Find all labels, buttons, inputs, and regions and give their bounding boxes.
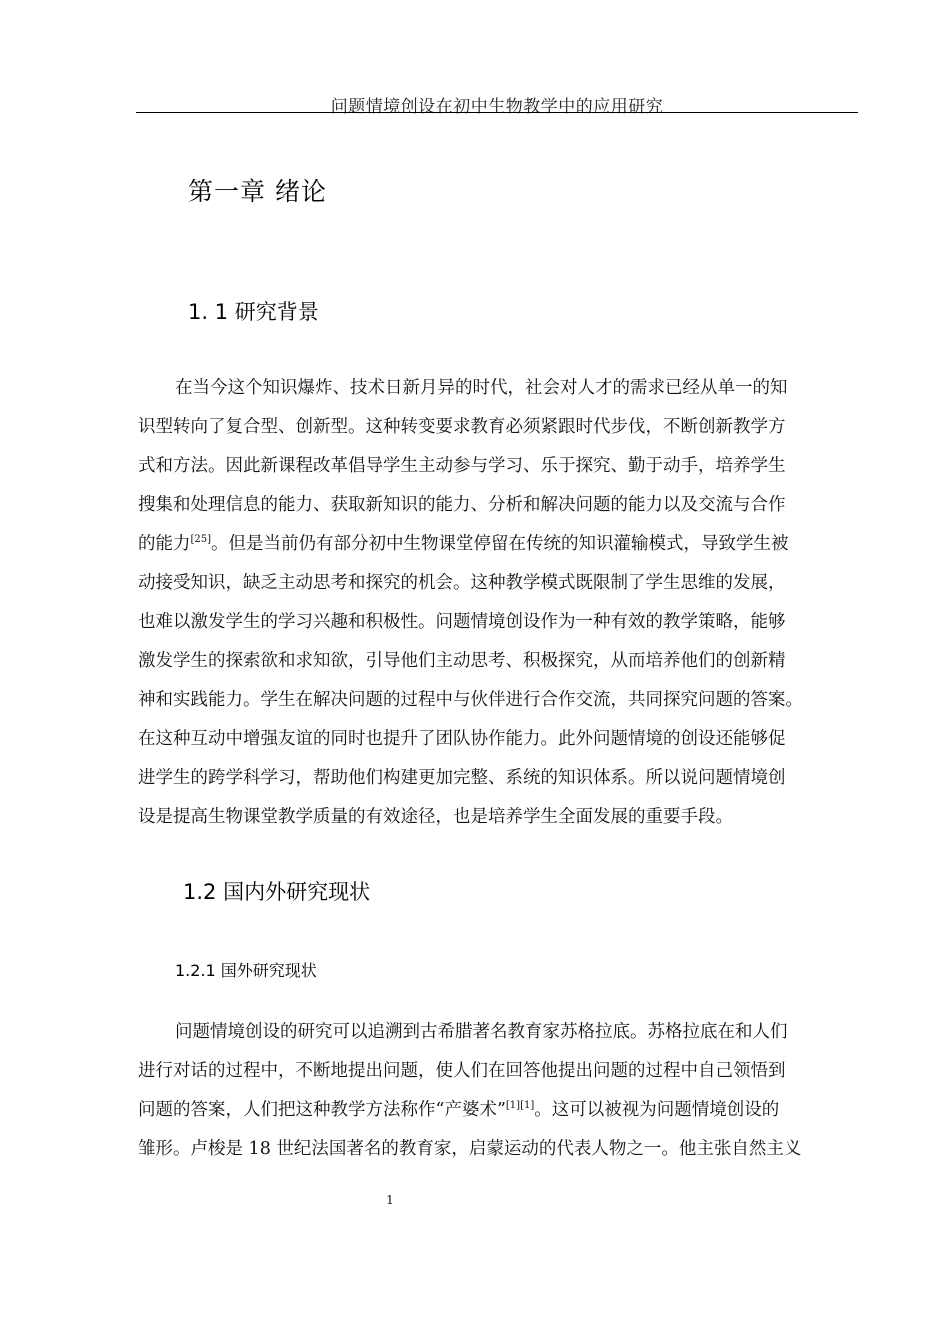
paragraph-line: 进学生的跨学科学习，帮助他们构建更加完整、系统的知识体系。所以说问题情境创 [138, 768, 786, 788]
paragraph-line: 在这种互动中增强友谊的同时也提升了团队协作能力。此外问题情境的创设还能够促 [138, 729, 786, 749]
paragraph-line: 神和实践能力。学生在解决问题的过程中与伙伴进行合作交流，共同探究问题的答案。 [138, 690, 803, 710]
paragraph-line: 识型转向了复合型、创新型。这种转变要求教育必须紧跟时代步伐，不断创新教学方 [138, 417, 786, 437]
citation: [25] [190, 534, 212, 546]
paragraph-text: 。这可以被视为问题情境创设的 [534, 1100, 780, 1120]
running-header: 问题情境创设在初中生物教学中的应用研究 [330, 97, 664, 117]
section-title-background: 1. 1 研究背景 [188, 300, 319, 324]
paragraph-line: 在当今这个知识爆炸、技术日新月异的时代，社会对人才的需求已经从单一的知 [175, 378, 788, 398]
paragraph-line: 搜集和处理信息的能力、获取新知识的能力、分析和解决问题的能力以及交流与合作 [138, 495, 786, 515]
paragraph-text: 问题的答案，人们把这种教学方法称作“产婆术” [138, 1100, 506, 1120]
paragraph-text: 。但是当前仍有部分初中生物课堂停留在传统的知识灌输模式，导致学生被 [211, 534, 789, 554]
paragraph-line: 雏形。卢梭是 18 世纪法国著名的教育家，启蒙运动的代表人物之一。他主张自然主义 [138, 1139, 802, 1159]
section-title-research-status: 1.2 国内外研究现状 [183, 880, 371, 904]
chapter-title: 第一章 绪论 [188, 177, 327, 206]
paragraph-line: 进行对话的过程中，不断地提出问题，使人们在回答他提出问题的过程中自己领悟到 [138, 1061, 786, 1081]
paragraph-text: 的能力 [138, 534, 191, 554]
paragraph-line: 激发学生的探索欲和求知欲，引导他们主动思考、积极探究，从而培养他们的创新精 [138, 651, 786, 671]
subsection-title-foreign: 1.2.1 国外研究现状 [175, 961, 317, 980]
paragraph-line: 式和方法。因此新课程改革倡导学生主动参与学习、乐于探究、勤于动手，培养学生 [138, 456, 786, 476]
paragraph-line: 动接受知识，缺乏主动思考和探究的机会。这种教学模式既限制了学生思维的发展， [138, 573, 786, 593]
citation: [1][1] [505, 1100, 535, 1112]
paragraph-foreign-research [138, 1013, 878, 1169]
paragraph-line: 问题情境创设的研究可以追溯到古希腊著名教育家苏格拉底。苏格拉底在和人们 [175, 1022, 788, 1042]
paragraph-line [138, 1091, 878, 1130]
page-number: 1 [386, 1193, 394, 1207]
header-rule [136, 112, 858, 113]
paragraph-line [138, 525, 878, 564]
paragraph-line: 也难以激发学生的学习兴趣和积极性。问题情境创设作为一种有效的教学策略，能够 [138, 612, 786, 632]
paragraph-line: 设是提高生物课堂教学质量的有效途径，也是培养学生全面发展的重要手段。 [138, 807, 733, 827]
paragraph-background [138, 369, 878, 837]
